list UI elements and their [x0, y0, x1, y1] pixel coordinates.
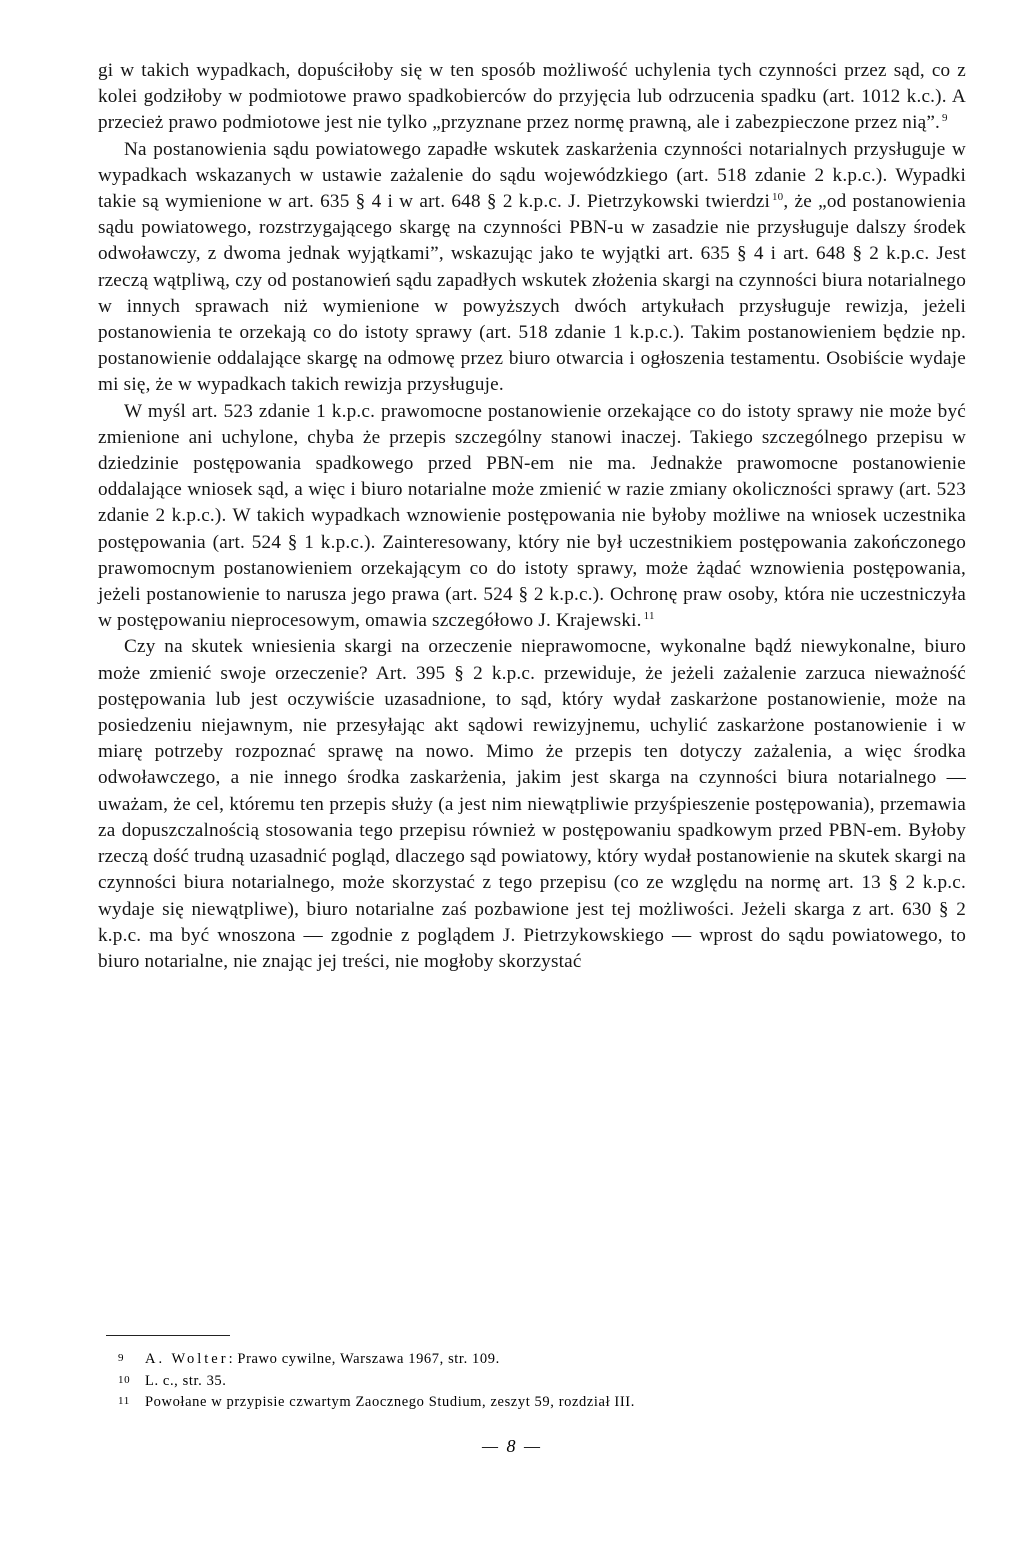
paragraph-skarga: [98, 634, 966, 975]
footnote-text: Powołane w przypisie czwartym Zaocznego Studium, zeszyt 59, rozdział III.: [145, 1394, 635, 1410]
paragraph-text: gi w takich wypadkach, dopuściłoby się w ten sposób możliwość uchylenia tych czynności przez sąd, co z kolei godziłoby w podmiotowe prawo spadkobierców do przyjęcia lub odrzucenia spadku (art. 1012 k.c.). A przecież prawo podmiotowe jest nie tylko „przyznane przez normę prawną, ale i zabezpieczone przez nią”.: [98, 60, 966, 134]
page-number: — 8 —: [481, 1436, 542, 1456]
footnote-10: [118, 1370, 938, 1392]
footnote-number: 10: [118, 1373, 131, 1386]
paragraph-text: W myśl art. 523 zdanie 1 k.p.c. prawomocne postanowienie orzekające co do istoty sprawy nie może być zmienione ani uchylone, chyba że przepis szczególny stanowi inaczej. Takiego szczególnego przepisu w dziedzinie postępowania spadkowego przed PBN-em nie ma. Jednakże prawomocne postanowienie oddalające wniosek sąd, a więc i biuro notarialne może zmienić w razie zmiany okoliczności sprawy (art. 523 zdanie 2 k.p.c.). W takich wypadkach wznowienie postępowania nie byłoby możliwe na wniosek uczestnika postępowania (art. 524 § 1 k.p.c.). Zainteresowany, który nie był uczestnikiem postępowania zakończonego prawomocnym postanowieniem orzekającym co do istoty sprawy, może żądać wznowienia postępowania, jeżeli postanowienie to narusza jego prawa (art. 524 § 2 k.p.c.). Ochronę praw osoby, która nie uczestniczyła w postępowaniu nieprocesowym, omawia szczegółowo J. Krajewski.: [98, 400, 966, 632]
main-text: [98, 58, 966, 975]
paragraph-art-523: [98, 399, 966, 635]
footnote-text: : Prawo cywilne, Warszawa 1967, str. 109.: [228, 1351, 500, 1367]
footnote-number: 9: [118, 1352, 125, 1364]
paragraph-text: Na postanowienia sądu powiatowego zapadłe wskutek zaskarżenia czynności notarialnych przysługuje w wypadkach wskazanych w ustawie zażalenie do sądu wojewódzkiego (art. 518 zdanie 2 k.p.c.). Wypadki takie są wymienione w art. 635 § 4 i w art. 648 § 2 k.p.c. J. Pietrzykowski twierdzi: [98, 138, 966, 213]
paragraph-zazalenie: [98, 137, 966, 399]
paragraph-text: , że „od postanowienia sądu powiatowego, rozstrzygającego skargę na czynności PBN-u w zasadzie nie przysługuje dalszy środek odwoławczy, z dwoma jednak wyjątkami”, wskazując jako te wyjątki art. 635 § 4 i art. 648 § 2 k.p.c. Jest rzeczą wątpliwą, czy od postanowień sądu zapadłych wskutek złożenia skargi na czynności biura notarialnego w innych sprawach niż wymienione w powyższych dwóch artykułach przysługuje rewizja, jeżeli postanowienia te orzekają co do istoty sprawy (art. 518 zdanie 1 k.p.c.). Takim postanowieniem będzie np. postanowienie oddalające skargę na odmowę przez biuro otwarcia i ogłoszenia testamentu. Osobiście wydaje mi się, że w wypadkach takich rewizja przysługuje.: [98, 191, 966, 396]
footnotes: [118, 1348, 938, 1413]
footnote-9: [118, 1348, 938, 1370]
paragraph-continuation: [98, 58, 966, 137]
footnote-divider: [106, 1335, 230, 1336]
footnote-text: L. c., str. 35.: [145, 1372, 227, 1389]
footnote-author: A. Wolter: [145, 1351, 229, 1367]
paragraph-text: Czy na skutek wniesienia skargi na orzeczenie nieprawomocne, wykonalne bądź niewykonalne, biuro może zmienić swoje orzeczenie? Art. 395 § 2 k.p.c. przewiduje, że jeżeli zażalenie zarzuca nieważność postępowania lub jest oczywiście uzasadnione, to sąd, który wydał zaskarżone postanowienie, może na posiedzeniu niejawnym, nie przesyłając akt sądowi rewizyjnemu, uchylić zaskarżone postanowienie i w miarę potrzeby rozpoznać sprawę na nowo. Mimo że przepis ten dotyczy zażalenia, a więc środka odwoławczego, a nie innego środka zaskarżenia, jakim jest skarga na czynności biura notarialnego — uważam, że cel, któremu ten przepis służy (a jest nim niewątpliwie przyśpieszenie postępowania), przemawia za dopuszczalnością stosowania tego przepisu również w postępowaniu spadkowym przed PBN-em. Byłoby rzeczą dość trudną uzasadnić pogląd, dlaczego sąd powiatowy, który wydał postanowienie na skutek skargi na czynności biura notarialnego, może skorzystać z tego przepisu (co ze względu na normę art. 13 § 2 k.p.c. wydaje się niewątpliwe), biuro notarialne zaś pozbawione jest tej możliwości. Jeżeli skarga z art. 630 § 2 k.p.c. ma być wnoszona — zgodnie z poglądem J. Pietrzykowskiego — wprost do sądu powiatowego, to biuro notarialne, nie znając jej treści, nie mogłoby skorzystać: [98, 636, 966, 972]
footnote-reference[interactable]: 11: [643, 609, 655, 622]
footnote-number: 11: [118, 1395, 130, 1407]
footnote-11: [118, 1391, 938, 1413]
footnote-reference[interactable]: 9: [942, 112, 948, 125]
footnote-reference[interactable]: 10: [771, 190, 784, 203]
